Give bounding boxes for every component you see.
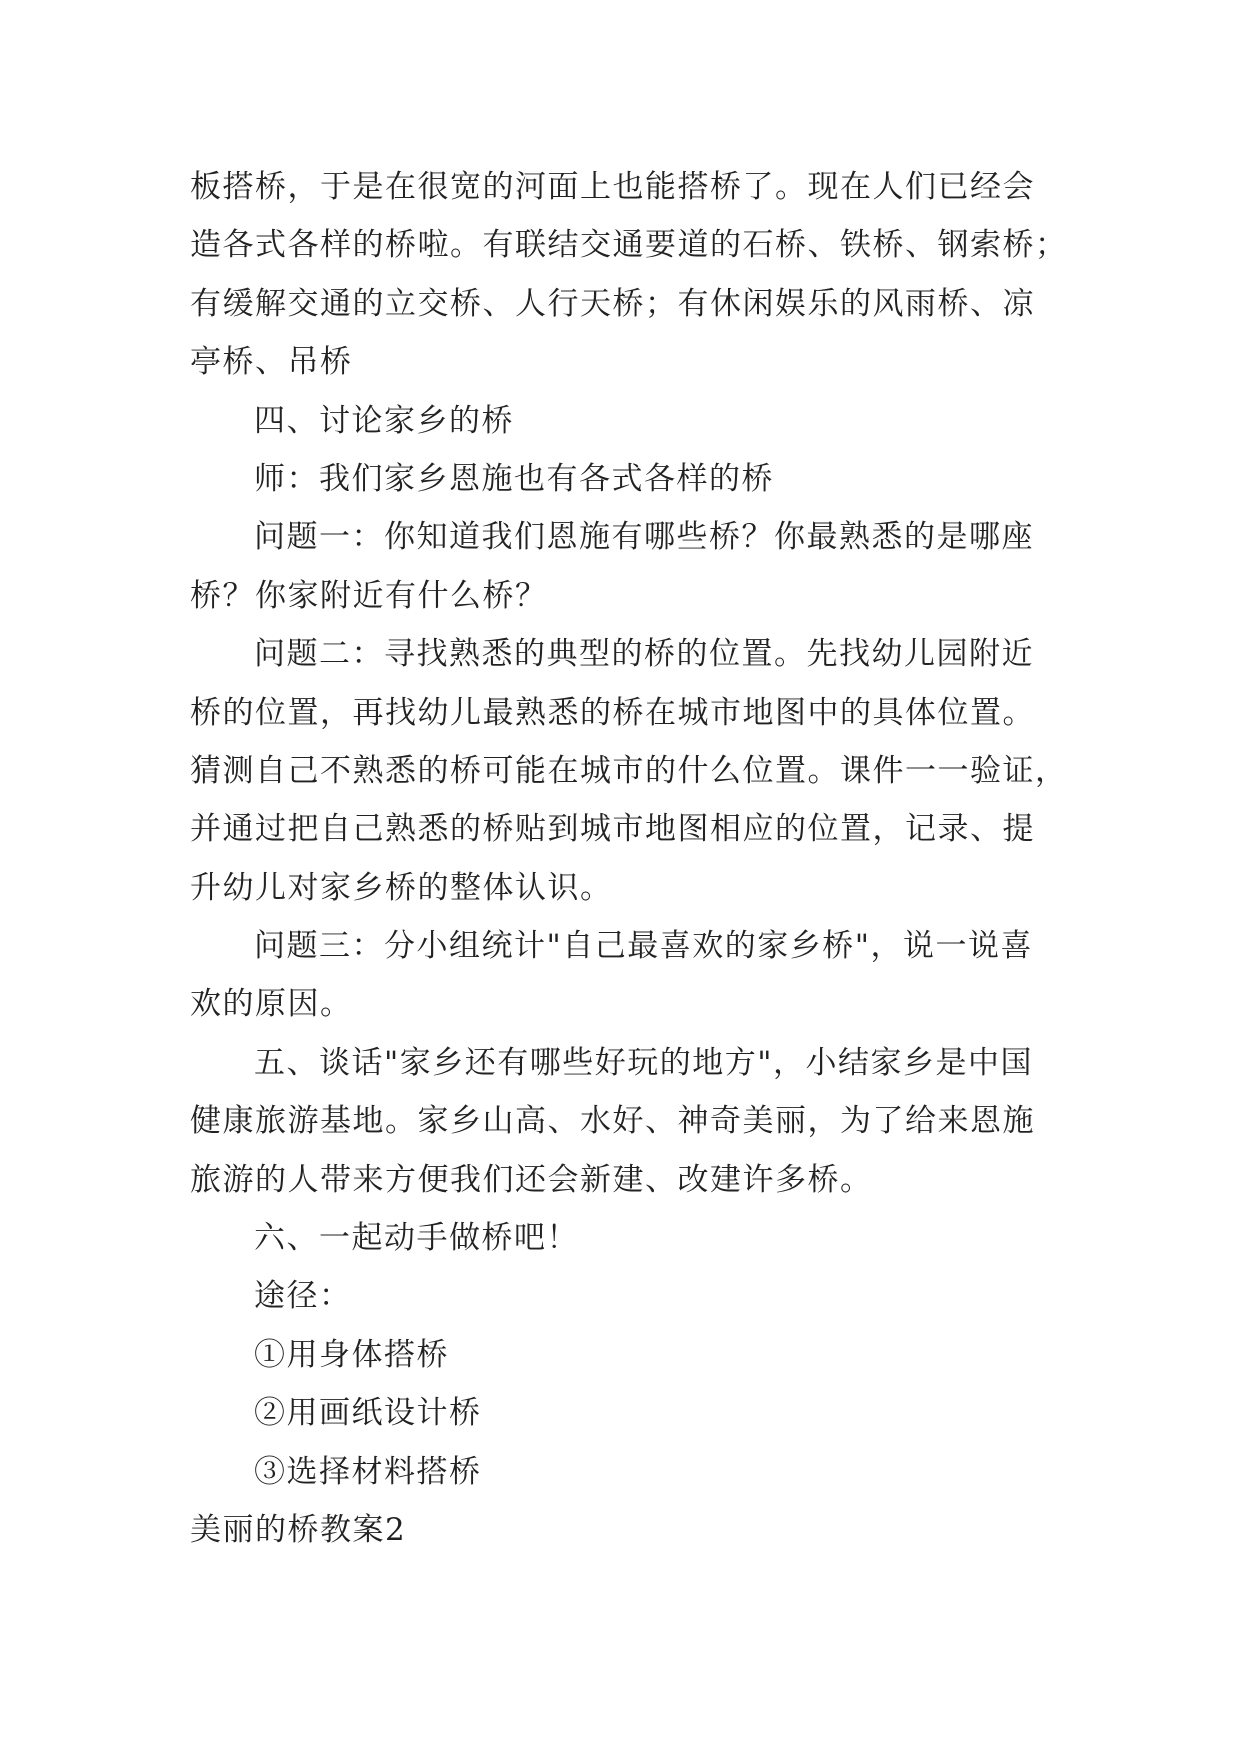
- text-line: 桥的位置，再找幼儿最熟悉的桥在城市地图中的具体位置。: [190, 694, 1035, 731]
- text-line: ③选择材料搭桥: [254, 1453, 482, 1490]
- text-line: 师：我们家乡恩施也有各式各样的桥: [254, 460, 774, 497]
- text-line: 问题二：寻找熟悉的典型的桥的位置。先找幼儿园附近: [254, 636, 1034, 673]
- text-line: 猜测自己不熟悉的桥可能在城市的什么位置。课件一一验证，: [190, 752, 1068, 789]
- document-body: [190, 158, 1090, 1559]
- section-heading: 美丽的桥教案2: [190, 1511, 407, 1548]
- text-line: 问题一：你知道我们恩施有哪些桥？你最熟悉的是哪座: [254, 519, 1034, 556]
- text-line: ②用画纸设计桥: [254, 1395, 482, 1432]
- text-line: 五、谈话"家乡还有哪些好玩的地方"，小结家乡是中国: [254, 1044, 1034, 1081]
- text-line: 桥？你家附近有什么桥？: [190, 577, 548, 614]
- text-line: 健康旅游基地。家乡山高、水好、神奇美丽，为了给来恩施: [190, 1103, 1035, 1140]
- text-line: 六、一起动手做桥吧！: [254, 1220, 579, 1257]
- text-line: 欢的原因。: [190, 986, 353, 1023]
- text-line: 途径：: [254, 1278, 352, 1315]
- text-line: 亭桥、吊桥: [190, 344, 353, 381]
- text-line: 四、讨论家乡的桥: [254, 402, 514, 439]
- text-line: 造各式各样的桥啦。有联结交通要道的石桥、铁桥、钢索桥；: [190, 227, 1068, 264]
- text-line: 并通过把自己熟悉的桥贴到城市地图相应的位置，记录、提: [190, 811, 1035, 848]
- text-line: ①用身体搭桥: [254, 1336, 449, 1373]
- text-line: 问题三：分小组统计"自己最喜欢的家乡桥"，说一说喜: [254, 928, 1034, 965]
- text-line: 升幼儿对家乡桥的整体认识。: [190, 869, 613, 906]
- text-line: 板搭桥，于是在很宽的河面上也能搭桥了。现在人们已经会: [190, 169, 1035, 205]
- text-line: 有缓解交通的立交桥、人行天桥；有休闲娱乐的风雨桥、凉: [190, 285, 1035, 322]
- text-line: 旅游的人带来方便我们还会新建、改建许多桥。: [190, 1161, 873, 1198]
